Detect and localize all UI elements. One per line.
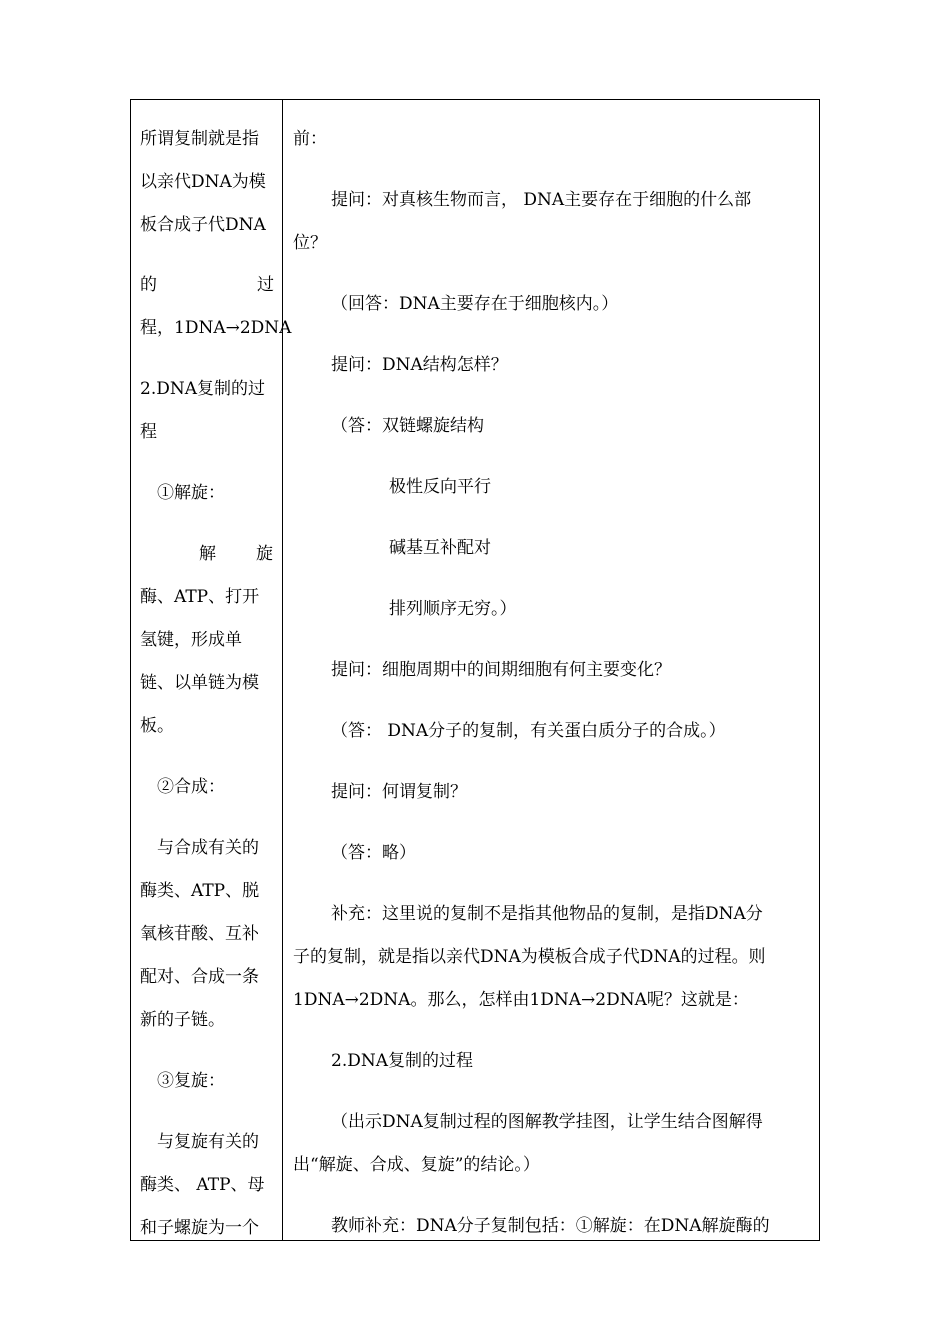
left-line: 氧核苷酸、互补: [140, 924, 259, 944]
left-line: ①解旋：: [157, 483, 225, 503]
right-line: 排列顺序无穷。）: [389, 599, 517, 619]
right-line: 1DNA→2DNA。那么，怎样由1DNA→2DNA呢？这就是：: [293, 990, 749, 1010]
left-line: 程: [140, 422, 157, 442]
left-line: 和子螺旋为一个: [140, 1218, 259, 1238]
left-line: 氢键，形成单: [140, 630, 242, 650]
right-line: 2.DNA复制的过程: [331, 1051, 474, 1071]
left-line: 配对、合成一条: [140, 967, 259, 987]
left-line: 所谓复制就是指: [140, 129, 259, 149]
left-line: ②合成：: [157, 777, 225, 797]
left-line: 与复旋有关的: [157, 1132, 259, 1152]
left-justified-line: [140, 274, 274, 296]
right-line: 提问：对真核生物而言， DNA主要存在于细胞的什么部: [331, 190, 752, 210]
right-line: （答：双链螺旋结构: [331, 416, 484, 436]
left-line: 以亲代DNA为模: [140, 172, 266, 192]
right-line: 提问：细胞周期中的间期细胞有何主要变化？: [331, 660, 671, 680]
left-word: 解: [199, 544, 216, 564]
left-line: 程，1DNA→2DNA: [140, 318, 292, 338]
left-line: 与合成有关的: [157, 838, 259, 858]
left-line: 酶类、ATP、脱: [140, 881, 260, 901]
left-word: 的: [140, 275, 157, 295]
left-line: 新的子链。: [140, 1010, 225, 1030]
right-line: 提问：何谓复制？: [331, 782, 467, 802]
left-word: 过: [257, 275, 274, 295]
left-line: 板合成子代DNA: [140, 215, 266, 235]
right-line: （出示DNA复制过程的图解教学挂图，让学生结合图解得: [331, 1112, 763, 1132]
lesson-plan-table: [130, 99, 820, 1241]
right-line: 教师补充：DNA分子复制包括：①解旋：在DNA解旋酶的: [331, 1216, 770, 1236]
right-line: （回答：DNA主要存在于细胞核内。）: [331, 294, 619, 314]
left-justified-line: [199, 543, 273, 565]
left-column: [131, 100, 292, 1240]
left-word: 旋: [256, 544, 273, 564]
right-line: 碱基互补配对: [389, 538, 491, 558]
left-line: 2.DNA复制的过: [140, 379, 266, 399]
left-line: 板。: [140, 716, 174, 736]
right-line: 极性反向平行: [389, 477, 491, 497]
right-line: 前：: [293, 129, 327, 149]
right-line: 子的复制，就是指以亲代DNA为模板合成子代DNA的过程。则: [293, 947, 766, 967]
right-column: [283, 100, 819, 1240]
right-line: 出“解旋、合成、复旋”的结论。）: [293, 1155, 540, 1175]
left-line: ③复旋：: [157, 1071, 225, 1091]
left-line: 酶类、 ATP、母: [140, 1175, 265, 1195]
left-line: 酶、ATP、打开: [140, 587, 260, 607]
left-line: 链、以单链为模: [140, 673, 259, 693]
right-line: （答： DNA分子的复制，有关蛋白质分子的合成。）: [331, 721, 726, 741]
right-line: 提问：DNA结构怎样？: [331, 355, 508, 375]
right-line: （答：略）: [331, 843, 416, 863]
right-line: 补充：这里说的复制不是指其他物品的复制，是指DNA分: [331, 904, 763, 924]
right-line: 位？: [293, 233, 327, 253]
